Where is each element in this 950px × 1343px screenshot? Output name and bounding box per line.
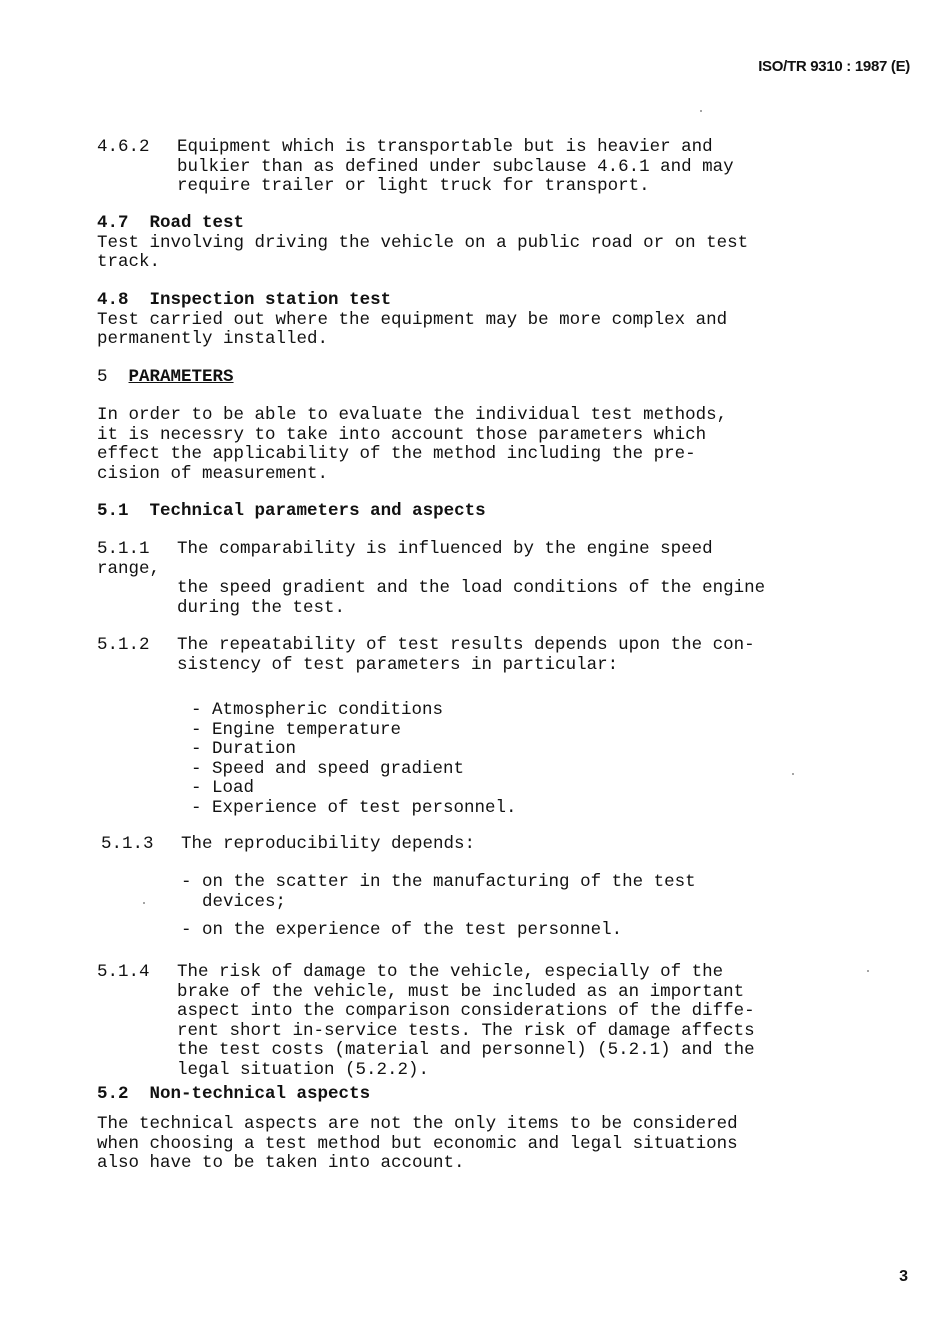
clause-number: 5.1.3 (101, 834, 154, 854)
clause-number: 5.1 (97, 501, 129, 521)
list-item: - Speed and speed gradient (191, 758, 465, 779)
section-5-heading (97, 368, 234, 388)
scan-speck (792, 773, 794, 775)
clause-title: Inspection station test (149, 290, 392, 310)
clause-4-8 (97, 291, 727, 350)
paragraph-line: track. (97, 252, 161, 272)
paragraph-line: during the test. (177, 597, 346, 618)
list-item: - Atmospheric conditions (191, 700, 444, 720)
clause-5-2-heading (97, 1085, 370, 1105)
clause-number: 5.1.4 (97, 962, 150, 982)
clause-number: 5.1.2 (97, 635, 150, 655)
reproducibility-item-2: - on the experience of the test personnel. (181, 920, 623, 940)
clause-heading (97, 214, 748, 234)
paragraph-line: The reproducibility depends: (181, 834, 476, 854)
document-id-header: ISO/TR 9310 : 1987 (E) (758, 58, 910, 75)
clause-number: 5.2 (97, 1084, 129, 1104)
clause-title: Non-technical aspects (149, 1084, 371, 1104)
paragraph-line: when choosing a test method but economic and legal situations (97, 1133, 738, 1154)
paragraph-line: legal situation (5.2.2). (177, 1059, 430, 1080)
paragraph-line: range, (97, 558, 161, 579)
section-title: PARAMETERS (128, 367, 234, 387)
clause-title: Technical parameters and aspects (149, 501, 486, 521)
paragraph-line: rent short in-service tests. The risk of damage affects (177, 1020, 755, 1041)
paragraph-line: brake of the vehicle, must be included as an important (177, 981, 745, 1002)
parameter-list (97, 701, 517, 818)
scan-speck (700, 110, 702, 112)
scan-speck (143, 902, 145, 904)
clause-5-1-heading (97, 502, 486, 522)
paragraph-line: Equipment which is transportable but is heavier and (177, 137, 713, 157)
list-item: - Experience of test personnel. (191, 797, 517, 818)
paragraph-line: The comparability is influenced by the engine speed (177, 539, 713, 559)
clause-number: 4.8 (97, 290, 129, 310)
paragraph-line: cision of measurement. (97, 463, 329, 484)
paragraph-line: permanently installed. (97, 329, 329, 349)
paragraph-line: it is necessry to take into account those parameters which (97, 424, 707, 445)
paragraph-line: sistency of test parameters in particular: (177, 654, 619, 675)
list-item: devices; (181, 891, 287, 912)
clause-number: 4.7 (97, 213, 129, 233)
paragraph-line: Test involving driving the vehicle on a public road or on test (97, 232, 749, 253)
section-5-intro (97, 406, 727, 484)
clause-number: 5.1.1 (97, 539, 150, 559)
clause-5-1-4 (97, 963, 755, 1080)
scan-speck (867, 970, 869, 972)
list-item: - Duration (191, 739, 297, 759)
clause-4-6-2 (97, 138, 734, 197)
paragraph-line: Test carried out where the equipment may be more complex and (97, 309, 728, 330)
clause-5-1-1 (97, 540, 765, 618)
paragraph-line: also have to be taken into account. (97, 1153, 465, 1173)
clause-heading (97, 291, 727, 311)
list-item: - Engine temperature (191, 719, 402, 740)
paragraph-line: aspect into the comparison considerations of the diffe- (177, 1001, 755, 1021)
clause-5-1-3 (101, 835, 475, 855)
reproducibility-item-1 (181, 873, 696, 912)
clause-4-7 (97, 214, 748, 273)
paragraph-line: The repeatability of test results depends upon the con- (177, 635, 755, 655)
paragraph-line: The risk of damage to the vehicle, especially of the (177, 962, 724, 982)
section-number: 5 (97, 367, 108, 387)
paragraph-line: bulkier than as defined under subclause 4.6.1 and may (177, 156, 734, 177)
clause-number: 4.6.2 (97, 137, 150, 157)
paragraph-line: the test costs (material and personnel) (5.2.1) and the (177, 1040, 755, 1060)
page-number: 3 (899, 1268, 908, 1285)
paragraph-line: effect the applicability of the method including the pre- (97, 444, 696, 464)
list-item: - on the scatter in the manufacturing of the test (181, 872, 696, 892)
clause-5-2-body (97, 1115, 738, 1174)
clause-title: Road test (149, 213, 245, 233)
paragraph-line: The technical aspects are not the only items to be considered (97, 1114, 738, 1134)
list-item: - Load (191, 778, 255, 798)
paragraph-line: the speed gradient and the load conditions of the engine (177, 578, 766, 598)
clause-5-1-2 (97, 636, 755, 675)
paragraph-line: require trailer or light truck for transport. (177, 176, 650, 196)
paragraph-line: In order to be able to evaluate the individual test methods, (97, 405, 728, 425)
